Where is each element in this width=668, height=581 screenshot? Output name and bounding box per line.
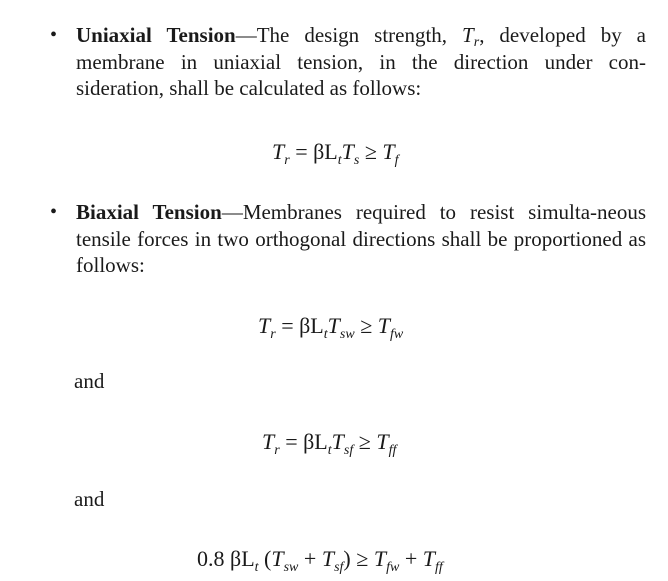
equation-biaxial-warp: $T_r = \beta L_tT_{sw} \ge T_{fw}$ (258, 313, 404, 342)
design-strength-symbol: $T_r$ (462, 23, 480, 50)
equation-combined: 0.8 $\beta L_t$ $(T_{sw} + T_{sf}) \ge T_{fw} + T_{ff}$ (197, 546, 443, 575)
bullet-uniaxial-tension (50, 22, 646, 102)
biaxial-tension-paragraph (76, 199, 646, 279)
and-connector-1: and (74, 369, 105, 393)
uniaxial-text-after: , developed by a membrane in uniaxial tension, in the direction under con-sideration, shall be calculated as follows: (76, 23, 646, 100)
uniaxial-tension-term: Uniaxial Tension (76, 23, 236, 47)
uniaxial-text-before: —The design strength, (235, 23, 463, 47)
and-connector-2: and (74, 487, 105, 511)
bullet-biaxial-tension (50, 199, 646, 279)
equation-uniaxial: $T_r = \beta L_tT_s \ge T_f$ (272, 139, 399, 168)
equation-biaxial-fill: $T_r = \beta L_tT_{sf} \ge T_{ff}$ (262, 429, 397, 458)
biaxial-tension-term: Biaxial Tension (76, 200, 222, 224)
uniaxial-tension-paragraph (76, 22, 646, 102)
biaxial-text: —Membranes required to resist simulta-neous tensile forces in two orthogonal directions shall be proportioned as follows: (76, 200, 647, 277)
bullet-marker: • (50, 201, 58, 223)
bullet-marker: • (50, 24, 58, 46)
